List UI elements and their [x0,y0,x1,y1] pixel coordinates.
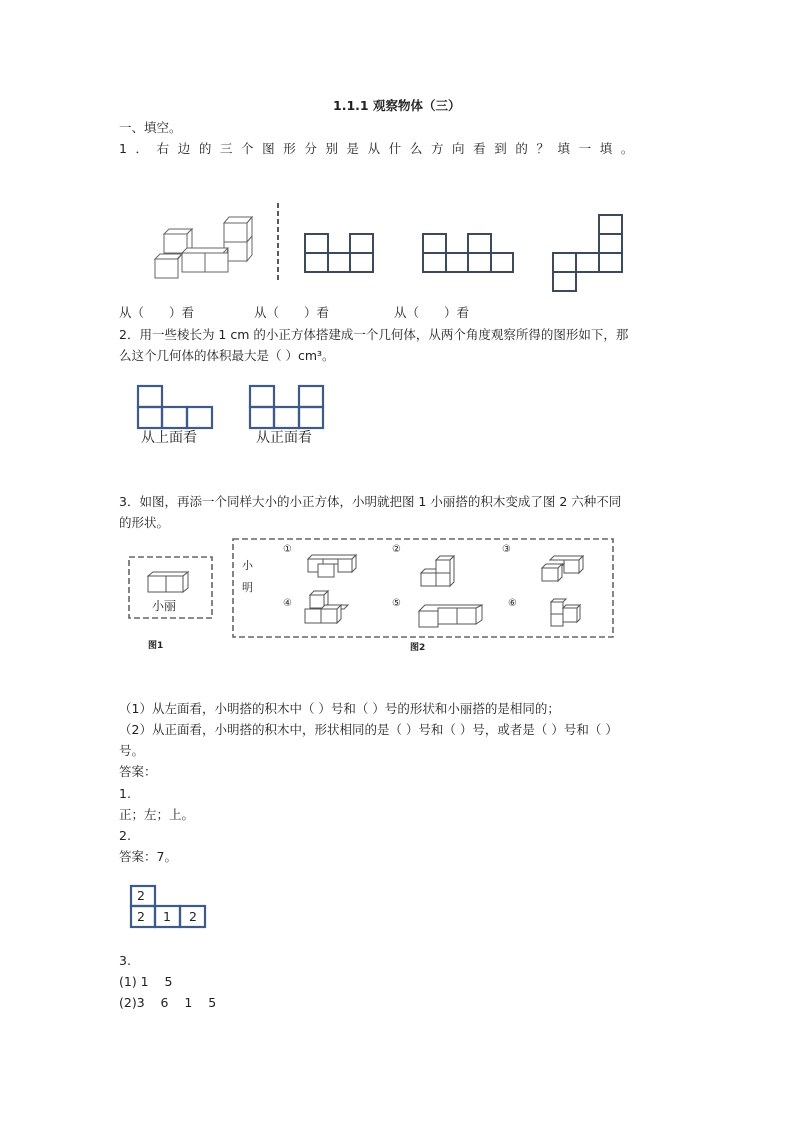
shape-4 [305,591,348,623]
q1-view-1 [305,234,375,274]
question-2-line-1: 2．用一些棱长为 1 cm 的小正方体搭建成一个几何体，从两个角度观察所得的图形如下，那 [119,327,629,342]
divider-dashed-line [276,203,280,283]
q2-front-view-label: 从正面看 [256,430,312,446]
shape-1 [308,555,356,577]
answer-3-part-1: (1) 1 5 [119,974,173,989]
grid-cell-bottom-2: 1 [163,909,171,924]
question-1-text: 1．右边的三个图形分别是从什么方向看到的？填一填。 [119,141,642,156]
shape-6-number: ⑥ [508,598,517,609]
shape-5 [419,605,482,627]
q1-view-3 [553,215,625,293]
grid-cell-bottom-1: 2 [137,909,145,924]
shape-4-number: ④ [283,598,292,609]
grid-cell-top-1: 2 [137,888,145,903]
answer-1-number: 1. [119,786,131,801]
figure-2-caption: 图2 [410,643,426,653]
question-3-sub-2-line-2: 号。 [119,743,145,758]
answer-2: 答案：7。 [119,849,177,864]
q2-front-view [250,386,328,432]
grid-cell-bottom-3: 2 [189,909,197,924]
answers-heading: 答案： [119,764,157,779]
question-3-sub-2-line-1: （2）从正面看，小明搭的积木中，形状相同的是（ ）号和（ ）号，或者是（ ）号和（ ） [119,722,618,737]
figure-2-name-1: 小 [242,559,253,572]
shape-3-number: ③ [502,544,511,555]
q1-view-2 [423,234,515,274]
shape-2 [421,556,454,586]
q1-blank-1[interactable]: 从（ ）看 [119,305,195,320]
answer-2-number: 2. [119,828,131,843]
shape-6 [551,599,580,626]
question-3-line-2: 的形状。 [119,515,170,530]
q1-solid-figure [150,210,260,280]
shape-3 [542,556,583,581]
shape-5-number: ⑤ [392,598,401,609]
answer-1: 正；左；上。 [119,807,195,822]
answer-3-number: 3. [119,953,131,968]
q2-top-view-label: 从上面看 [141,430,197,446]
figure-1-caption: 图1 [148,641,164,651]
q1-blank-3[interactable]: 从（ ）看 [394,305,470,320]
q2-top-view [138,386,216,432]
question-2-line-2: 么这个几何体的体积最大是（ ）cm³。 [119,348,335,363]
answer-3-part-2: (2)3 6 1 5 [119,995,217,1010]
shape-2-number: ② [392,544,401,555]
q1-blank-2[interactable]: 从（ ）看 [254,305,330,320]
question-3-sub-1: （1）从左面看，小明搭的积木中（ ）号和（ ）号的形状和小丽搭的是相同的； [119,701,560,716]
section-heading: 一、填空。 [119,120,182,135]
shape-1-number: ① [283,544,292,555]
figure-1-name: 小丽 [152,599,177,613]
question-3-line-1: 3．如图，再添一个同样大小的小正方体，小明就把图 1 小丽搭的积木变成了图 2 六种不同 [119,494,622,509]
figure-2-name-2: 明 [242,581,253,594]
answer-2-grid [130,885,210,931]
page-title: 1.1.1 观察物体（三） [333,98,461,113]
